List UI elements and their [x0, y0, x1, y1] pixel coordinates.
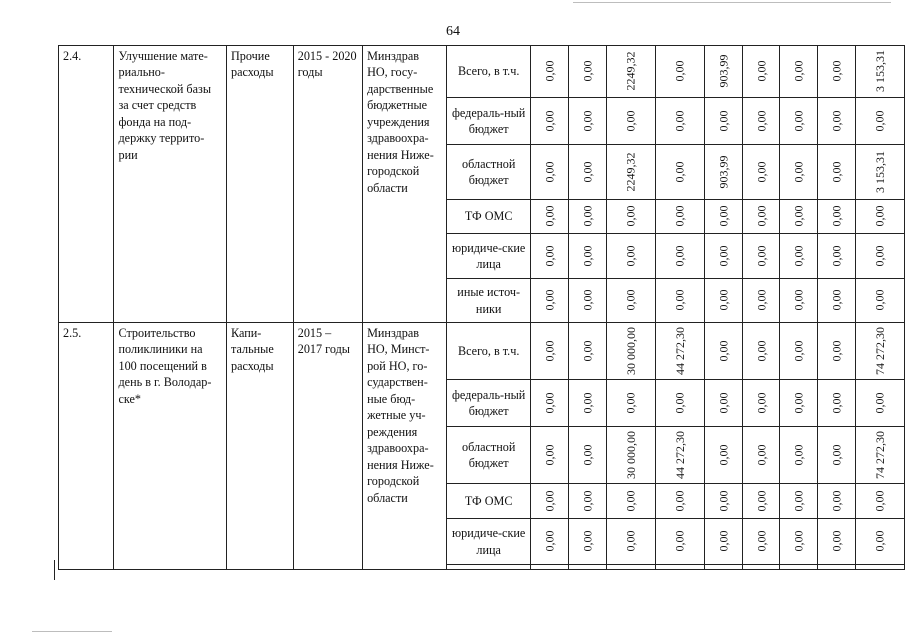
amount-value: 0,00	[716, 392, 731, 414]
continuation-cell	[531, 565, 569, 570]
funding-source: федераль-ный бюджет	[446, 98, 531, 145]
amount-value: 0,00	[829, 444, 844, 466]
amount-cell	[704, 380, 742, 427]
amount-cell	[655, 98, 704, 145]
amount-cell	[531, 380, 569, 427]
item-name: Улучшение мате-риально-технической базы за счет средств фонда на под-держку террито-рии	[114, 46, 227, 323]
amount-cell	[818, 519, 856, 565]
amount-cell	[780, 98, 818, 145]
amount-cell	[742, 145, 780, 200]
amount-value: 0,00	[672, 60, 687, 82]
amount-value: 0,00	[580, 289, 595, 311]
amount-value: 0,00	[672, 110, 687, 132]
budget-table	[58, 45, 905, 570]
period: 2015 – 2017 годы	[293, 323, 362, 570]
amount-cell	[569, 427, 607, 484]
amount-cell	[531, 484, 569, 519]
amount-value: 0,00	[542, 161, 557, 183]
table-left-edge	[54, 560, 55, 580]
amount-value: 0,00	[829, 60, 844, 82]
amount-value: 0,00	[716, 340, 731, 362]
item-name: Строительство поликлиники на 100 посещений в день в г. Володар-ске*	[114, 323, 227, 570]
amount-cell	[818, 484, 856, 519]
amount-cell	[606, 46, 655, 98]
amount-value: 0,00	[580, 245, 595, 267]
amount-value: 44 272,30	[672, 430, 687, 479]
continuation-cell	[569, 565, 607, 570]
amount-value: 0,00	[542, 60, 557, 82]
amount-value: 0,00	[542, 245, 557, 267]
amount-value: 0,00	[829, 340, 844, 362]
funding-source: ТФ ОМС	[446, 484, 531, 519]
amount-value: 3 153,31	[872, 50, 887, 93]
amount-value: 0,00	[754, 490, 769, 512]
amount-value: 30 000,00	[623, 430, 638, 479]
amount-value: 0,00	[754, 340, 769, 362]
funding-source: областной бюджет	[446, 145, 531, 200]
continuation-cell	[606, 565, 655, 570]
amount-cell	[818, 380, 856, 427]
amount-value: 0,00	[791, 340, 806, 362]
amount-cell	[655, 380, 704, 427]
amount-cell	[655, 519, 704, 565]
amount-value: 0,00	[872, 205, 887, 227]
amount-cell	[855, 46, 904, 98]
amount-value: 0,00	[623, 110, 638, 132]
amount-cell	[780, 323, 818, 380]
item-number: 2.5.	[59, 323, 114, 570]
item-number: 2.4.	[59, 46, 114, 323]
amount-cell	[780, 46, 818, 98]
amount-cell	[818, 427, 856, 484]
amount-cell	[531, 279, 569, 323]
amount-cell	[531, 323, 569, 380]
funding-source: юридиче-ские лица	[446, 234, 531, 279]
amount-value: 2249,32	[623, 152, 638, 192]
amount-value: 0,00	[580, 444, 595, 466]
amount-value: 0,00	[542, 289, 557, 311]
amount-cell	[780, 484, 818, 519]
amount-value: 0,00	[672, 245, 687, 267]
amount-value: 0,00	[791, 490, 806, 512]
amount-value: 0,00	[791, 289, 806, 311]
amount-cell	[606, 519, 655, 565]
amount-cell	[742, 234, 780, 279]
amount-value: 0,00	[716, 530, 731, 552]
amount-cell	[780, 234, 818, 279]
amount-cell	[606, 98, 655, 145]
amount-cell	[569, 234, 607, 279]
amount-value: 0,00	[791, 205, 806, 227]
amount-cell	[855, 380, 904, 427]
amount-value: 30 000,00	[623, 326, 638, 375]
amount-cell	[855, 427, 904, 484]
cost-type: Прочие расходы	[227, 46, 294, 323]
amount-value: 903,99	[716, 54, 731, 88]
amount-value: 0,00	[542, 530, 557, 552]
amount-cell	[818, 145, 856, 200]
amount-value: 0,00	[672, 490, 687, 512]
cost-type: Капи-тальные расходы	[227, 323, 294, 570]
amount-cell	[855, 279, 904, 323]
amount-cell	[531, 519, 569, 565]
amount-cell	[606, 279, 655, 323]
funding-source: Всего, в т.ч.	[446, 46, 531, 98]
amount-value: 0,00	[623, 289, 638, 311]
amount-value: 0,00	[580, 110, 595, 132]
amount-cell	[655, 234, 704, 279]
amount-cell	[855, 234, 904, 279]
amount-cell	[780, 380, 818, 427]
amount-cell	[655, 323, 704, 380]
amount-value: 0,00	[791, 530, 806, 552]
amount-value: 0,00	[872, 289, 887, 311]
amount-cell	[742, 323, 780, 380]
amount-cell	[855, 519, 904, 565]
amount-value: 44 272,30	[672, 326, 687, 375]
amount-cell	[569, 484, 607, 519]
amount-value: 0,00	[791, 60, 806, 82]
amount-value: 2249,32	[623, 51, 638, 91]
amount-value: 0,00	[872, 530, 887, 552]
amount-cell	[569, 46, 607, 98]
amount-value: 0,00	[872, 110, 887, 132]
amount-value: 0,00	[542, 392, 557, 414]
amount-cell	[704, 145, 742, 200]
amount-cell	[780, 145, 818, 200]
amount-value: 0,00	[672, 392, 687, 414]
amount-cell	[742, 46, 780, 98]
amount-value: 0,00	[872, 245, 887, 267]
amount-value: 903,99	[716, 155, 731, 189]
amount-value: 0,00	[754, 289, 769, 311]
top-rule	[573, 2, 891, 3]
amount-cell	[531, 427, 569, 484]
funding-source: юридиче-ские лица	[446, 519, 531, 565]
amount-cell	[855, 200, 904, 234]
amount-value: 0,00	[754, 530, 769, 552]
amount-cell	[855, 145, 904, 200]
amount-value: 0,00	[829, 205, 844, 227]
continuation-cell	[855, 565, 904, 570]
amount-cell	[606, 380, 655, 427]
executor: Минздрав НО, Минст-рой НО, го-сударствен-ные бюд-жетные уч-реждения здравоохра-нения Ниже-городской области	[363, 323, 447, 570]
amount-cell	[742, 427, 780, 484]
amount-cell	[780, 200, 818, 234]
amount-cell	[704, 98, 742, 145]
amount-value: 0,00	[580, 490, 595, 512]
amount-cell	[531, 234, 569, 279]
amount-cell	[531, 46, 569, 98]
amount-value: 0,00	[580, 60, 595, 82]
amount-cell	[855, 98, 904, 145]
amount-value: 0,00	[716, 444, 731, 466]
amount-value: 0,00	[672, 530, 687, 552]
amount-cell	[569, 200, 607, 234]
amount-cell	[818, 98, 856, 145]
amount-value: 74 272,30	[872, 326, 887, 375]
amount-cell	[742, 98, 780, 145]
amount-cell	[655, 427, 704, 484]
amount-value: 0,00	[580, 161, 595, 183]
amount-value: 0,00	[754, 60, 769, 82]
amount-value: 0,00	[672, 161, 687, 183]
continuation-cell	[742, 565, 780, 570]
amount-cell	[704, 200, 742, 234]
amount-value: 0,00	[672, 289, 687, 311]
funding-source: иные источ-ники	[446, 279, 531, 323]
amount-value: 0,00	[580, 530, 595, 552]
funding-source: областной бюджет	[446, 427, 531, 484]
amount-value: 0,00	[754, 245, 769, 267]
continuation-cell	[704, 565, 742, 570]
continuation-cell	[818, 565, 856, 570]
amount-cell	[655, 145, 704, 200]
amount-cell	[531, 98, 569, 145]
amount-cell	[742, 200, 780, 234]
period: 2015 - 2020 годы	[293, 46, 362, 323]
amount-value: 0,00	[872, 392, 887, 414]
amount-cell	[704, 484, 742, 519]
amount-value: 0,00	[623, 490, 638, 512]
amount-cell	[569, 279, 607, 323]
amount-cell	[569, 519, 607, 565]
amount-value: 0,00	[791, 245, 806, 267]
amount-value: 0,00	[542, 205, 557, 227]
amount-value: 0,00	[754, 161, 769, 183]
continuation-cell	[446, 565, 531, 570]
amount-value: 0,00	[754, 444, 769, 466]
amount-value: 0,00	[716, 245, 731, 267]
funding-source: Всего, в т.ч.	[446, 323, 531, 380]
amount-value: 0,00	[791, 161, 806, 183]
amount-cell	[531, 145, 569, 200]
amount-cell	[704, 46, 742, 98]
amount-cell	[569, 98, 607, 145]
amount-value: 0,00	[623, 392, 638, 414]
amount-cell	[569, 323, 607, 380]
amount-cell	[606, 323, 655, 380]
amount-value: 0,00	[580, 205, 595, 227]
amount-value: 0,00	[829, 245, 844, 267]
amount-value: 0,00	[872, 490, 887, 512]
amount-value: 0,00	[791, 110, 806, 132]
amount-cell	[742, 279, 780, 323]
amount-value: 0,00	[829, 530, 844, 552]
amount-cell	[606, 200, 655, 234]
amount-cell	[704, 519, 742, 565]
amount-value: 0,00	[716, 289, 731, 311]
amount-cell	[704, 323, 742, 380]
amount-cell	[704, 234, 742, 279]
amount-value: 0,00	[791, 392, 806, 414]
amount-cell	[742, 380, 780, 427]
amount-value: 0,00	[829, 289, 844, 311]
amount-cell	[655, 46, 704, 98]
bottom-rule	[32, 631, 112, 632]
amount-cell	[606, 145, 655, 200]
amount-value: 0,00	[829, 392, 844, 414]
amount-cell	[606, 234, 655, 279]
amount-cell	[780, 519, 818, 565]
amount-value: 0,00	[754, 392, 769, 414]
funding-source: федераль-ный бюджет	[446, 380, 531, 427]
continuation-cell	[780, 565, 818, 570]
funding-source: ТФ ОМС	[446, 200, 531, 234]
amount-cell	[655, 200, 704, 234]
amount-value: 0,00	[716, 110, 731, 132]
amount-cell	[606, 427, 655, 484]
amount-value: 0,00	[580, 392, 595, 414]
amount-cell	[855, 323, 904, 380]
amount-value: 0,00	[542, 340, 557, 362]
amount-cell	[818, 323, 856, 380]
amount-cell	[818, 234, 856, 279]
amount-value: 0,00	[829, 110, 844, 132]
amount-value: 0,00	[791, 444, 806, 466]
amount-value: 0,00	[623, 530, 638, 552]
amount-cell	[569, 380, 607, 427]
amount-cell	[780, 279, 818, 323]
executor: Минздрав НО, госу-дарственные бюджетные учреждения здравоохра-нения Ниже-городской области	[363, 46, 447, 323]
amount-cell	[855, 484, 904, 519]
amount-cell	[818, 46, 856, 98]
amount-value: 3 153,31	[872, 150, 887, 193]
amount-cell	[606, 484, 655, 519]
amount-cell	[818, 279, 856, 323]
amount-cell	[655, 279, 704, 323]
amount-value: 0,00	[542, 444, 557, 466]
amount-value: 0,00	[716, 205, 731, 227]
amount-cell	[569, 145, 607, 200]
amount-cell	[742, 484, 780, 519]
amount-value: 74 272,30	[872, 430, 887, 479]
amount-cell	[818, 200, 856, 234]
amount-value: 0,00	[542, 490, 557, 512]
amount-value: 0,00	[754, 205, 769, 227]
table-row	[59, 323, 905, 380]
amount-value: 0,00	[580, 340, 595, 362]
amount-cell	[531, 200, 569, 234]
amount-cell	[704, 427, 742, 484]
amount-value: 0,00	[829, 490, 844, 512]
table-row	[59, 46, 905, 98]
amount-cell	[780, 427, 818, 484]
amount-cell	[655, 484, 704, 519]
amount-value: 0,00	[829, 161, 844, 183]
continuation-cell	[655, 565, 704, 570]
amount-value: 0,00	[754, 110, 769, 132]
amount-value: 0,00	[623, 245, 638, 267]
amount-value: 0,00	[623, 205, 638, 227]
amount-value: 0,00	[542, 110, 557, 132]
amount-cell	[742, 519, 780, 565]
page-number: 64	[446, 24, 460, 39]
amount-value: 0,00	[716, 490, 731, 512]
amount-cell	[704, 279, 742, 323]
amount-value: 0,00	[672, 205, 687, 227]
